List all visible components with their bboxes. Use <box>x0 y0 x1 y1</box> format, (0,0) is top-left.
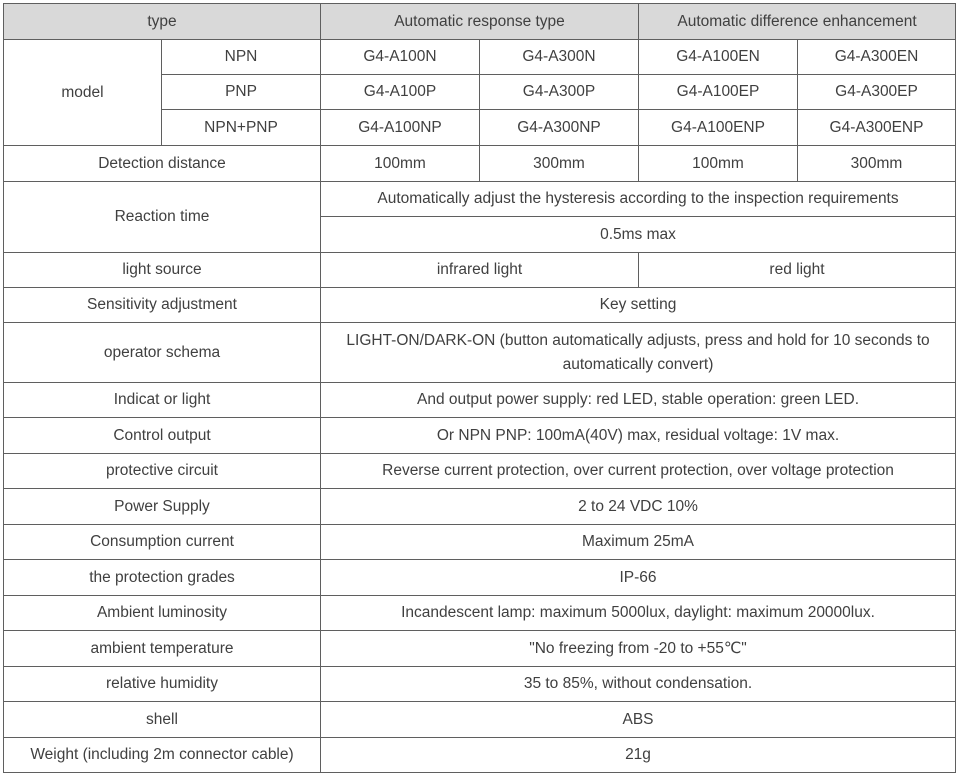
model-cell: G4-A300P <box>480 75 639 110</box>
table-row <box>4 383 956 418</box>
output-type-cell: NPN+PNP <box>162 110 321 146</box>
row-label: Control output <box>4 418 321 454</box>
model-cell: G4-A300EN <box>798 40 956 75</box>
row-value: And output power supply: red LED, stable operation: green LED. <box>321 383 956 418</box>
row-label-light-source: light source <box>4 253 321 288</box>
table-row <box>4 454 956 489</box>
distance-cell: 100mm <box>321 146 480 182</box>
header-difference-enhancement: Automatic difference enhancement <box>639 4 956 40</box>
model-cell: G4-A100ENP <box>639 110 798 146</box>
row-label: Ambient luminosity <box>4 596 321 631</box>
row-label: ambient temperature <box>4 631 321 667</box>
row-value: ABS <box>321 702 956 738</box>
row-value: Or NPN PNP: 100mA(40V) max, residual voltage: 1V max. <box>321 418 956 454</box>
distance-cell: 300mm <box>798 146 956 182</box>
row-label: Indicat or light <box>4 383 321 418</box>
distance-cell: 100mm <box>639 146 798 182</box>
reaction-time-cell: 0.5ms max <box>321 217 956 253</box>
table-row <box>4 146 956 182</box>
spec-table <box>3 3 956 773</box>
header-type: type <box>4 4 321 40</box>
model-cell: G4-A100NP <box>321 110 480 146</box>
table-row <box>4 323 956 383</box>
table-row <box>4 667 956 702</box>
row-value: "No freezing from -20 to +55℃" <box>321 631 956 667</box>
table-row <box>4 525 956 560</box>
model-cell: G4-A100EP <box>639 75 798 110</box>
model-cell: G4-A100EN <box>639 40 798 75</box>
model-cell: G4-A300EP <box>798 75 956 110</box>
reaction-hysteresis-cell: Automatically adjust the hysteresis according to the inspection requirements <box>321 182 956 217</box>
output-type-cell: PNP <box>162 75 321 110</box>
header-automatic-response: Automatic response type <box>321 4 639 40</box>
row-value: IP-66 <box>321 560 956 596</box>
table-row <box>4 418 956 454</box>
table-row <box>4 182 956 217</box>
distance-cell: 300mm <box>480 146 639 182</box>
table-row <box>4 40 956 75</box>
table-row <box>4 738 956 773</box>
row-value: 21g <box>321 738 956 773</box>
row-label: shell <box>4 702 321 738</box>
row-label-detection-distance: Detection distance <box>4 146 321 182</box>
row-value: 35 to 85%, without condensation. <box>321 667 956 702</box>
table-row <box>4 631 956 667</box>
table-row <box>4 596 956 631</box>
row-value: Incandescent lamp: maximum 5000lux, daylight: maximum 20000lux. <box>321 596 956 631</box>
row-label: Weight (including 2m connector cable) <box>4 738 321 773</box>
row-value: Reverse current protection, over current protection, over voltage protection <box>321 454 956 489</box>
row-label: Consumption current <box>4 525 321 560</box>
table-row <box>4 253 956 288</box>
row-label: the protection grades <box>4 560 321 596</box>
row-value: LIGHT-ON/DARK-ON (button automatically adjusts, press and hold for 10 seconds to automatically convert) <box>321 323 956 383</box>
output-type-cell: NPN <box>162 40 321 75</box>
header-row <box>4 4 956 40</box>
model-cell: G4-A300N <box>480 40 639 75</box>
row-label: Sensitivity adjustment <box>4 288 321 323</box>
row-value: 2 to 24 VDC 10% <box>321 489 956 525</box>
table-row <box>4 489 956 525</box>
light-source-cell: infrared light <box>321 253 639 288</box>
light-source-cell: red light <box>639 253 956 288</box>
table-row <box>4 560 956 596</box>
row-value: Maximum 25mA <box>321 525 956 560</box>
row-label-reaction-time: Reaction time <box>4 182 321 253</box>
table-row <box>4 702 956 738</box>
table-row <box>4 288 956 323</box>
row-label: protective circuit <box>4 454 321 489</box>
row-label: operator schema <box>4 323 321 383</box>
model-cell: G4-A100N <box>321 40 480 75</box>
row-label: Power Supply <box>4 489 321 525</box>
row-value: Key setting <box>321 288 956 323</box>
model-cell: G4-A300ENP <box>798 110 956 146</box>
model-cell: G4-A100P <box>321 75 480 110</box>
row-label-model: model <box>4 40 162 146</box>
model-cell: G4-A300NP <box>480 110 639 146</box>
row-label: relative humidity <box>4 667 321 702</box>
